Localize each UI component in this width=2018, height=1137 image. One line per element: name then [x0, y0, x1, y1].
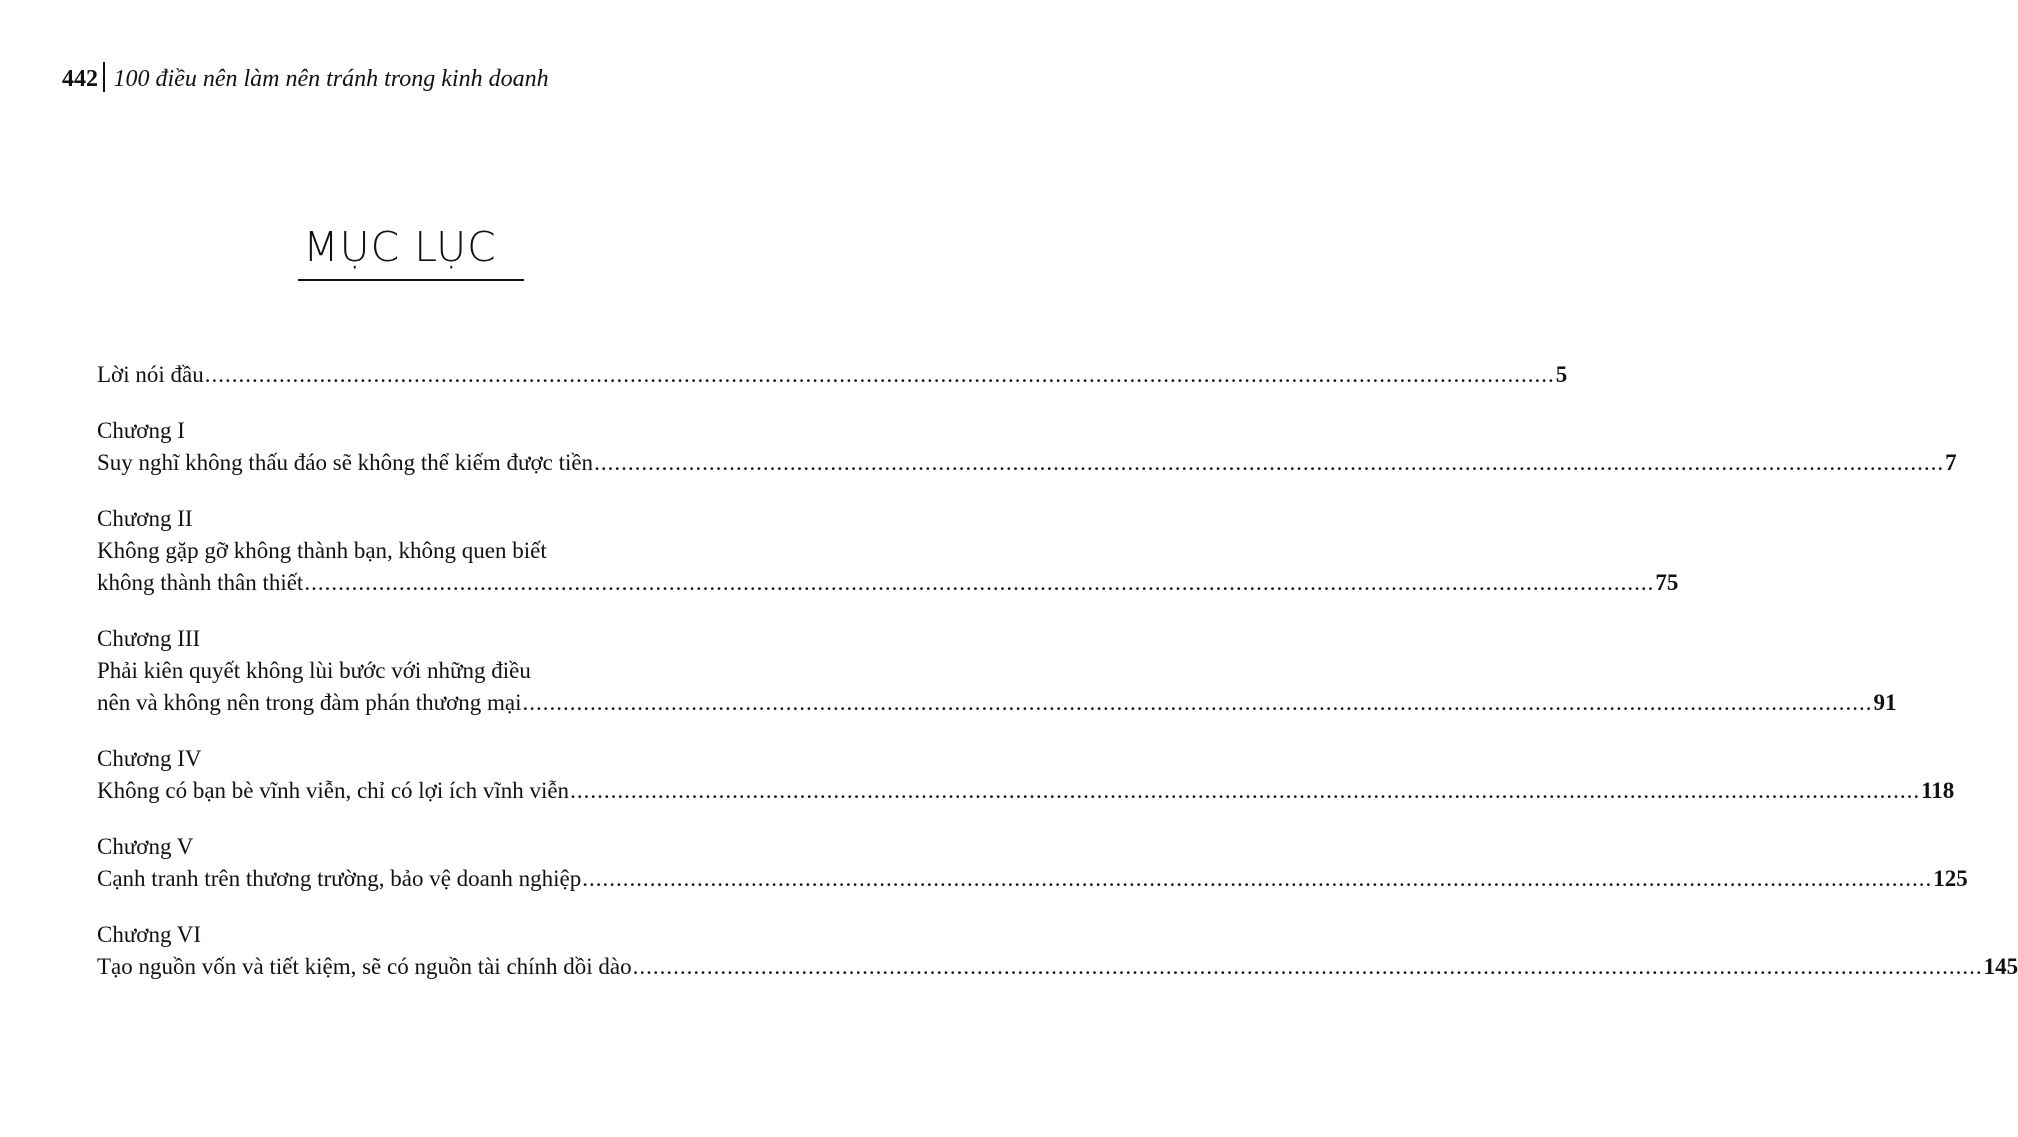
chapter-label: Chương VI	[97, 922, 202, 947]
page-title: MỤC LỤC	[303, 223, 497, 271]
page-ref: 7	[1945, 450, 1957, 475]
chapter-label: Chương III	[97, 626, 201, 651]
page-ref: 5	[1555, 362, 1568, 387]
toc-leader-line	[97, 687, 1897, 719]
running-header	[62, 62, 549, 94]
dot-leader: ........................................................................................................................................................................................................	[632, 954, 1983, 979]
page-ref: 75	[1655, 570, 1679, 595]
toc-leader-line	[97, 567, 1679, 599]
chapter-title-line: Tạo nguồn vốn và tiết kiệm, sẽ có nguồn tài chính dồi dào	[97, 954, 632, 979]
table-of-contents	[97, 359, 2018, 1007]
page-ref: 125	[1933, 866, 1968, 891]
toc-leader-line	[97, 863, 1968, 895]
chapter-label: Chương II	[97, 506, 193, 531]
page-ref: 118	[1921, 778, 1955, 803]
page-number: 442	[62, 66, 98, 92]
chapter-title-line: Không gặp gỡ không thành bạn, không quen biết	[97, 538, 547, 563]
chapter-title-line: Cạnh tranh trên thương trường, bảo vệ doanh nghiệp	[97, 866, 582, 891]
page-ref: 91	[1873, 690, 1897, 715]
toc-entry	[97, 623, 1897, 719]
dot-leader: ........................................................................................................................................................................................................	[594, 450, 1945, 475]
dot-leader: ........................................................................................................................................................................................................	[582, 866, 1933, 891]
toc-leader-line	[97, 775, 1955, 807]
chapter-title-line: Không có bạn bè vĩnh viễn, chỉ có lợi ích vĩnh viễn	[97, 778, 570, 803]
toc-entry	[97, 415, 1957, 479]
chapter-title-line: Phải kiên quyết không lùi bước với những điều	[97, 658, 531, 683]
chapter-title-line: Suy nghĩ không thấu đáo sẽ không thể kiếm được tiền	[97, 450, 594, 475]
toc-entry	[97, 743, 1955, 807]
dot-leader: ........................................................................................................................................................................................................	[522, 690, 1873, 715]
dot-leader: ........................................................................................................................................................................................................	[570, 778, 1921, 803]
book-title: 100 điều nên làm nên tránh trong kinh doanh	[113, 66, 549, 92]
header-divider	[103, 62, 105, 92]
title-underline	[298, 279, 524, 281]
toc-leader-line	[97, 951, 2018, 983]
toc-leader-line	[97, 359, 1568, 391]
toc-entry	[97, 831, 1968, 895]
toc-entry	[97, 503, 1679, 599]
chapter-label: Chương V	[97, 834, 194, 859]
chapter-label: Chương IV	[97, 746, 202, 771]
toc-entry	[97, 919, 2018, 983]
dot-leader: ........................................................................................................................................................................................................	[204, 362, 1555, 387]
chapter-title-line: Lời nói đầu	[97, 362, 204, 387]
chapter-label: Chương I	[97, 418, 185, 443]
dot-leader: ........................................................................................................................................................................................................	[304, 570, 1655, 595]
toc-entry	[97, 359, 1568, 391]
toc-leader-line	[97, 447, 1957, 479]
chapter-title-line: nên và không nên trong đàm phán thương mại	[97, 690, 522, 715]
chapter-title-line: không thành thân thiết	[97, 570, 304, 595]
page-ref: 145	[1983, 954, 2018, 979]
